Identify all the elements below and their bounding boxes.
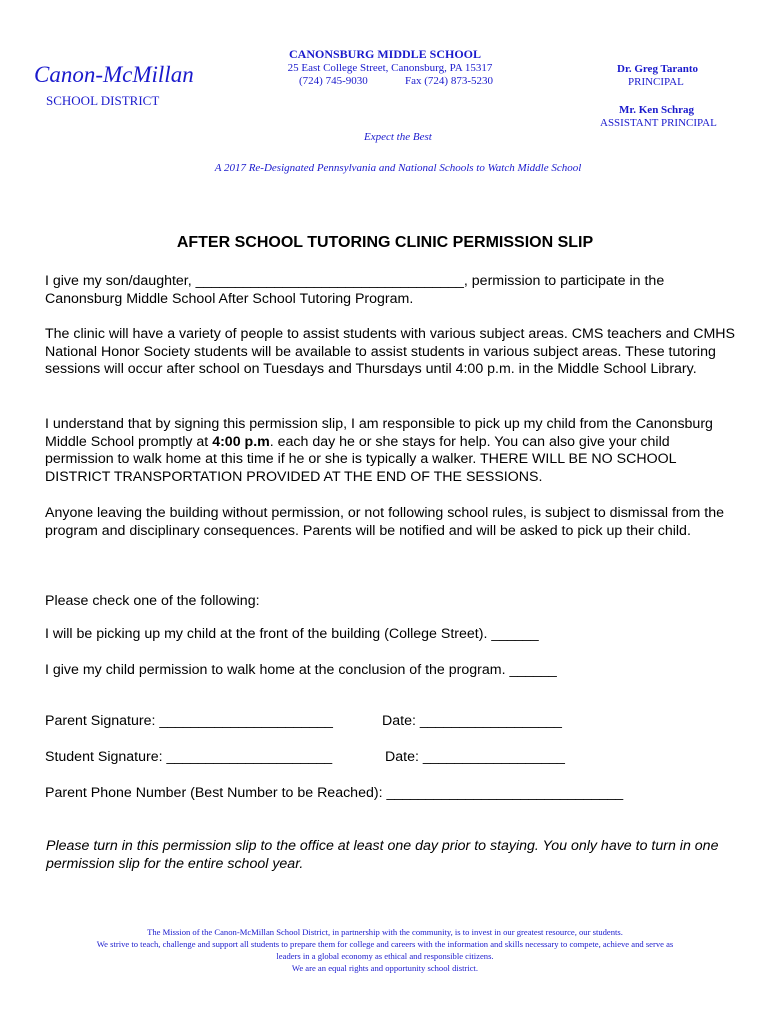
pickup-responsibility-paragraph (45, 416, 735, 486)
student-date-field[interactable]: Date: __________________ (385, 749, 565, 765)
mission-line-4: We are an equal rights and opportunity school district. (291, 963, 479, 973)
district-logo-name: Canon-McMillan (34, 62, 194, 87)
parent-signature-field[interactable]: Parent Signature: ______________________ (45, 713, 333, 729)
document-title: AFTER SCHOOL TUTORING CLINIC PERMISSION SLIP (176, 234, 594, 251)
pickup-text-start: I understand that by signing this permission slip, I am responsible to pick up my child from the Canonsburg Middle School promptly at (45, 416, 713, 450)
school-fax: Fax (724) 873-5230 (405, 75, 493, 87)
school-designation: A 2017 Re-Designated Pennsylvania and National Schools to Watch Middle School (214, 162, 582, 174)
check-one-heading: Please check one of the following: (45, 593, 260, 609)
mission-line-2: We strive to teach, challenge and support all students to prepare them for college and careers with the information and skills necessary to compete, achieve and serve as (96, 939, 674, 949)
assistant-principal-title: ASSISTANT PRINCIPAL (600, 117, 717, 129)
clinic-description-paragraph: The clinic will have a variety of people to assist students with various subject areas. CMS teachers and CMHS National Honor Society students will be available to assist students in various subject areas. These tutoring sessions will occur after school on Tuesdays and Thursdays until 4:00 p.m. in the Middle School Library. (45, 326, 735, 378)
district-mission-statement (0, 926, 770, 974)
school-name: CANONSBURG MIDDLE SCHOOL (288, 47, 482, 61)
principal-name: Dr. Greg Taranto (617, 63, 698, 75)
mission-line-3: leaders in a global economy as ethical and responsible citizens. (276, 951, 494, 961)
consent-paragraph: I give my son/daughter, __________________________________, permission to participate in the Canonsburg Middle School After School Tutoring Program. (45, 273, 665, 307)
option-pickup-checkline[interactable]: I will be picking up my child at the front of the building (College Street). ______ (45, 626, 539, 642)
turn-in-instructions: Please turn in this permission slip to the office at least one day prior to staying. You only have to turn in one permission slip for the entire school year. (46, 838, 719, 872)
option-walk-home-checkline[interactable]: I give my child permission to walk home at the conclusion of the program. ______ (45, 662, 557, 678)
parent-date-field[interactable]: Date: __________________ (382, 713, 562, 729)
parent-phone-field[interactable]: Parent Phone Number (Best Number to be Reached): ______________________________ (45, 785, 624, 801)
assistant-principal-name: Mr. Ken Schrag (619, 104, 695, 116)
school-motto: Expect the Best (364, 131, 432, 143)
principal-title: PRINCIPAL (628, 76, 684, 88)
pickup-text-end: . each day he or she stays for help. You can also give your child permission to walk home at this time if he or she is typically a walker. THERE WILL BE NO SCHOOL DISTRICT TRANSPORTATION PROVIDED AT THE END OF THE SESSIONS. (45, 433, 677, 485)
mission-line-1: The Mission of the Canon-McMillan School District, in partnership with the community, is to invest in our greatest resource, our students. (147, 927, 623, 937)
pickup-time: 4:00 p.m (212, 433, 270, 450)
student-signature-field[interactable]: Student Signature: _____________________ (45, 749, 333, 765)
school-address: 25 East College Street, Canonsburg, PA 15317 (287, 62, 493, 74)
school-phone: (724) 745-9030 (299, 75, 368, 87)
rules-paragraph: Anyone leaving the building without permission, or not following school rules, is subject to dismissal from the program and disciplinary consequences. Parents will be notified and will be asked to pick up their child. (45, 505, 724, 539)
district-logo-subtitle: SCHOOL DISTRICT (46, 93, 160, 108)
